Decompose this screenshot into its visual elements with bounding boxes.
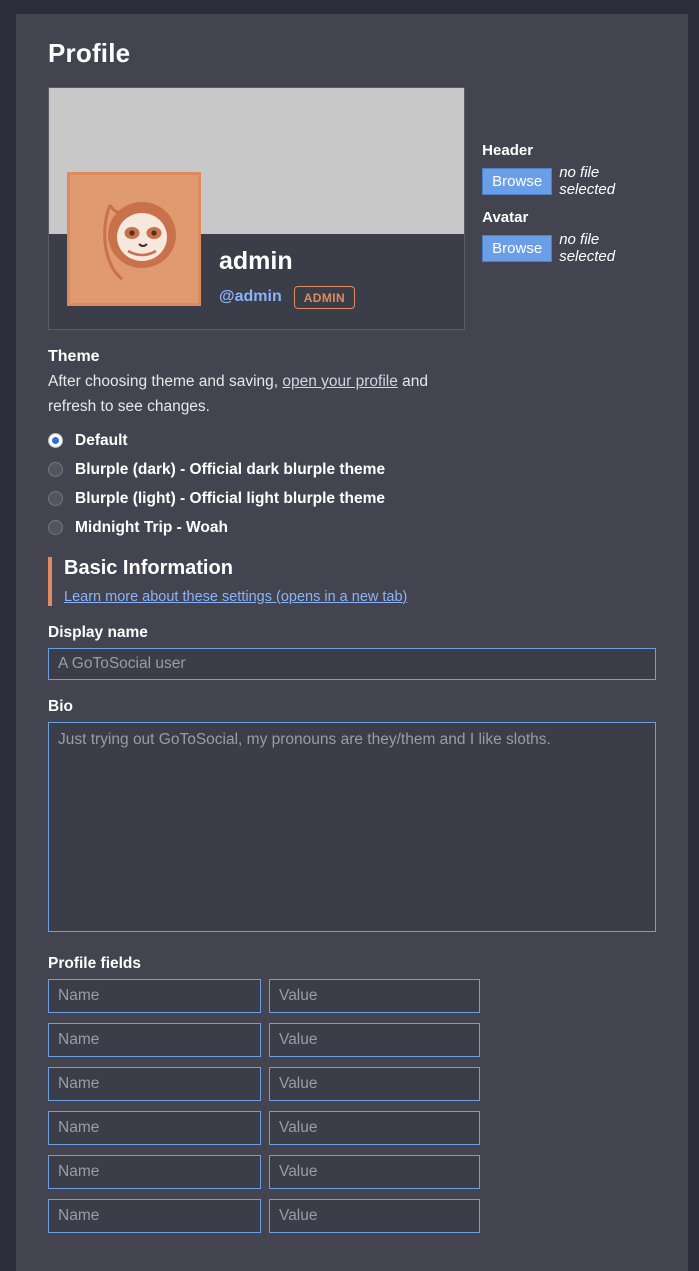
profile-field-row: [48, 979, 656, 1013]
open-your-profile-link[interactable]: open your profile: [282, 373, 398, 390]
profile-field-row: [48, 1199, 656, 1233]
profile-preview-row: [48, 87, 656, 330]
radio-icon[interactable]: [48, 433, 63, 448]
profile-field-value-input[interactable]: [269, 1023, 480, 1057]
theme-option-label: Midnight Trip - Woah: [75, 518, 228, 536]
theme-option-blurple-light[interactable]: [48, 490, 656, 508]
profile-field-row: [48, 1023, 656, 1057]
bio-label: Bio: [48, 697, 73, 715]
theme-option-label: Blurple (light) - Official light blurple theme: [75, 489, 385, 507]
upload-controls: [482, 87, 656, 276]
preview-handle: @admin: [219, 288, 282, 305]
profile-field-name-input[interactable]: [48, 1111, 261, 1145]
radio-icon[interactable]: [48, 520, 63, 535]
theme-option-default[interactable]: [48, 432, 656, 450]
header-upload-row: [482, 164, 656, 198]
profile-field-name-input[interactable]: [48, 1155, 261, 1189]
theme-description: [48, 370, 478, 420]
preview-handle-row: [219, 286, 464, 309]
basic-information-title: Basic Information: [64, 556, 233, 579]
profile-preview-card: [48, 87, 465, 330]
theme-option-blurple-dark[interactable]: [48, 461, 656, 479]
theme-option-midnight-trip[interactable]: [48, 519, 656, 537]
status-badge: ADMIN: [294, 286, 355, 309]
avatar-upload-row: [482, 231, 656, 265]
radio-icon[interactable]: [48, 491, 63, 506]
theme-description-before: After choosing theme and saving,: [48, 373, 283, 390]
theme-option-label: Blurple (dark) - Official dark blurple theme: [75, 460, 386, 478]
profile-field-value-input[interactable]: [269, 1199, 480, 1233]
profile-field-value-input[interactable]: [269, 1155, 480, 1189]
profile-field-value-input[interactable]: [269, 979, 480, 1013]
bio-textarea[interactable]: [48, 722, 656, 932]
profile-field-row: [48, 1155, 656, 1189]
profile-settings-panel: [16, 14, 688, 1271]
sloth-avatar-icon: [70, 175, 198, 303]
theme-radio-group: [48, 432, 656, 537]
avatar-file-status: no file selected: [559, 231, 616, 265]
preview-display-name: admin: [219, 247, 293, 275]
theme-option-label: Default: [75, 431, 128, 449]
profile-field-value-input[interactable]: [269, 1111, 480, 1145]
avatar-browse-button[interactable]: Browse: [482, 235, 552, 262]
profile-field-name-input[interactable]: [48, 1023, 261, 1057]
basic-information-section: [48, 557, 656, 606]
profile-field-name-input[interactable]: [48, 979, 261, 1013]
learn-more-link[interactable]: Learn more about these settings (opens in a new tab): [64, 588, 408, 605]
profile-fields-label: Profile fields: [48, 954, 142, 972]
theme-label: Theme: [48, 348, 100, 365]
display-name-input[interactable]: [48, 648, 656, 680]
profile-field-row: [48, 1067, 656, 1101]
avatar: [67, 172, 201, 306]
header-browse-button[interactable]: Browse: [482, 168, 552, 195]
theme-description-after: and refresh to see changes.: [48, 373, 429, 415]
profile-fields-grid: [48, 979, 656, 1233]
profile-field-name-input[interactable]: [48, 1199, 261, 1233]
page-title: Profile: [48, 38, 131, 68]
profile-field-row: [48, 1111, 656, 1145]
header-file-status: no file selected: [559, 164, 616, 198]
avatar-upload-label: Avatar: [482, 209, 529, 226]
display-name-label: Display name: [48, 623, 148, 641]
profile-field-value-input[interactable]: [269, 1067, 480, 1101]
header-upload-label: Header: [482, 142, 534, 159]
profile-field-name-input[interactable]: [48, 1067, 261, 1101]
radio-icon[interactable]: [48, 462, 63, 477]
